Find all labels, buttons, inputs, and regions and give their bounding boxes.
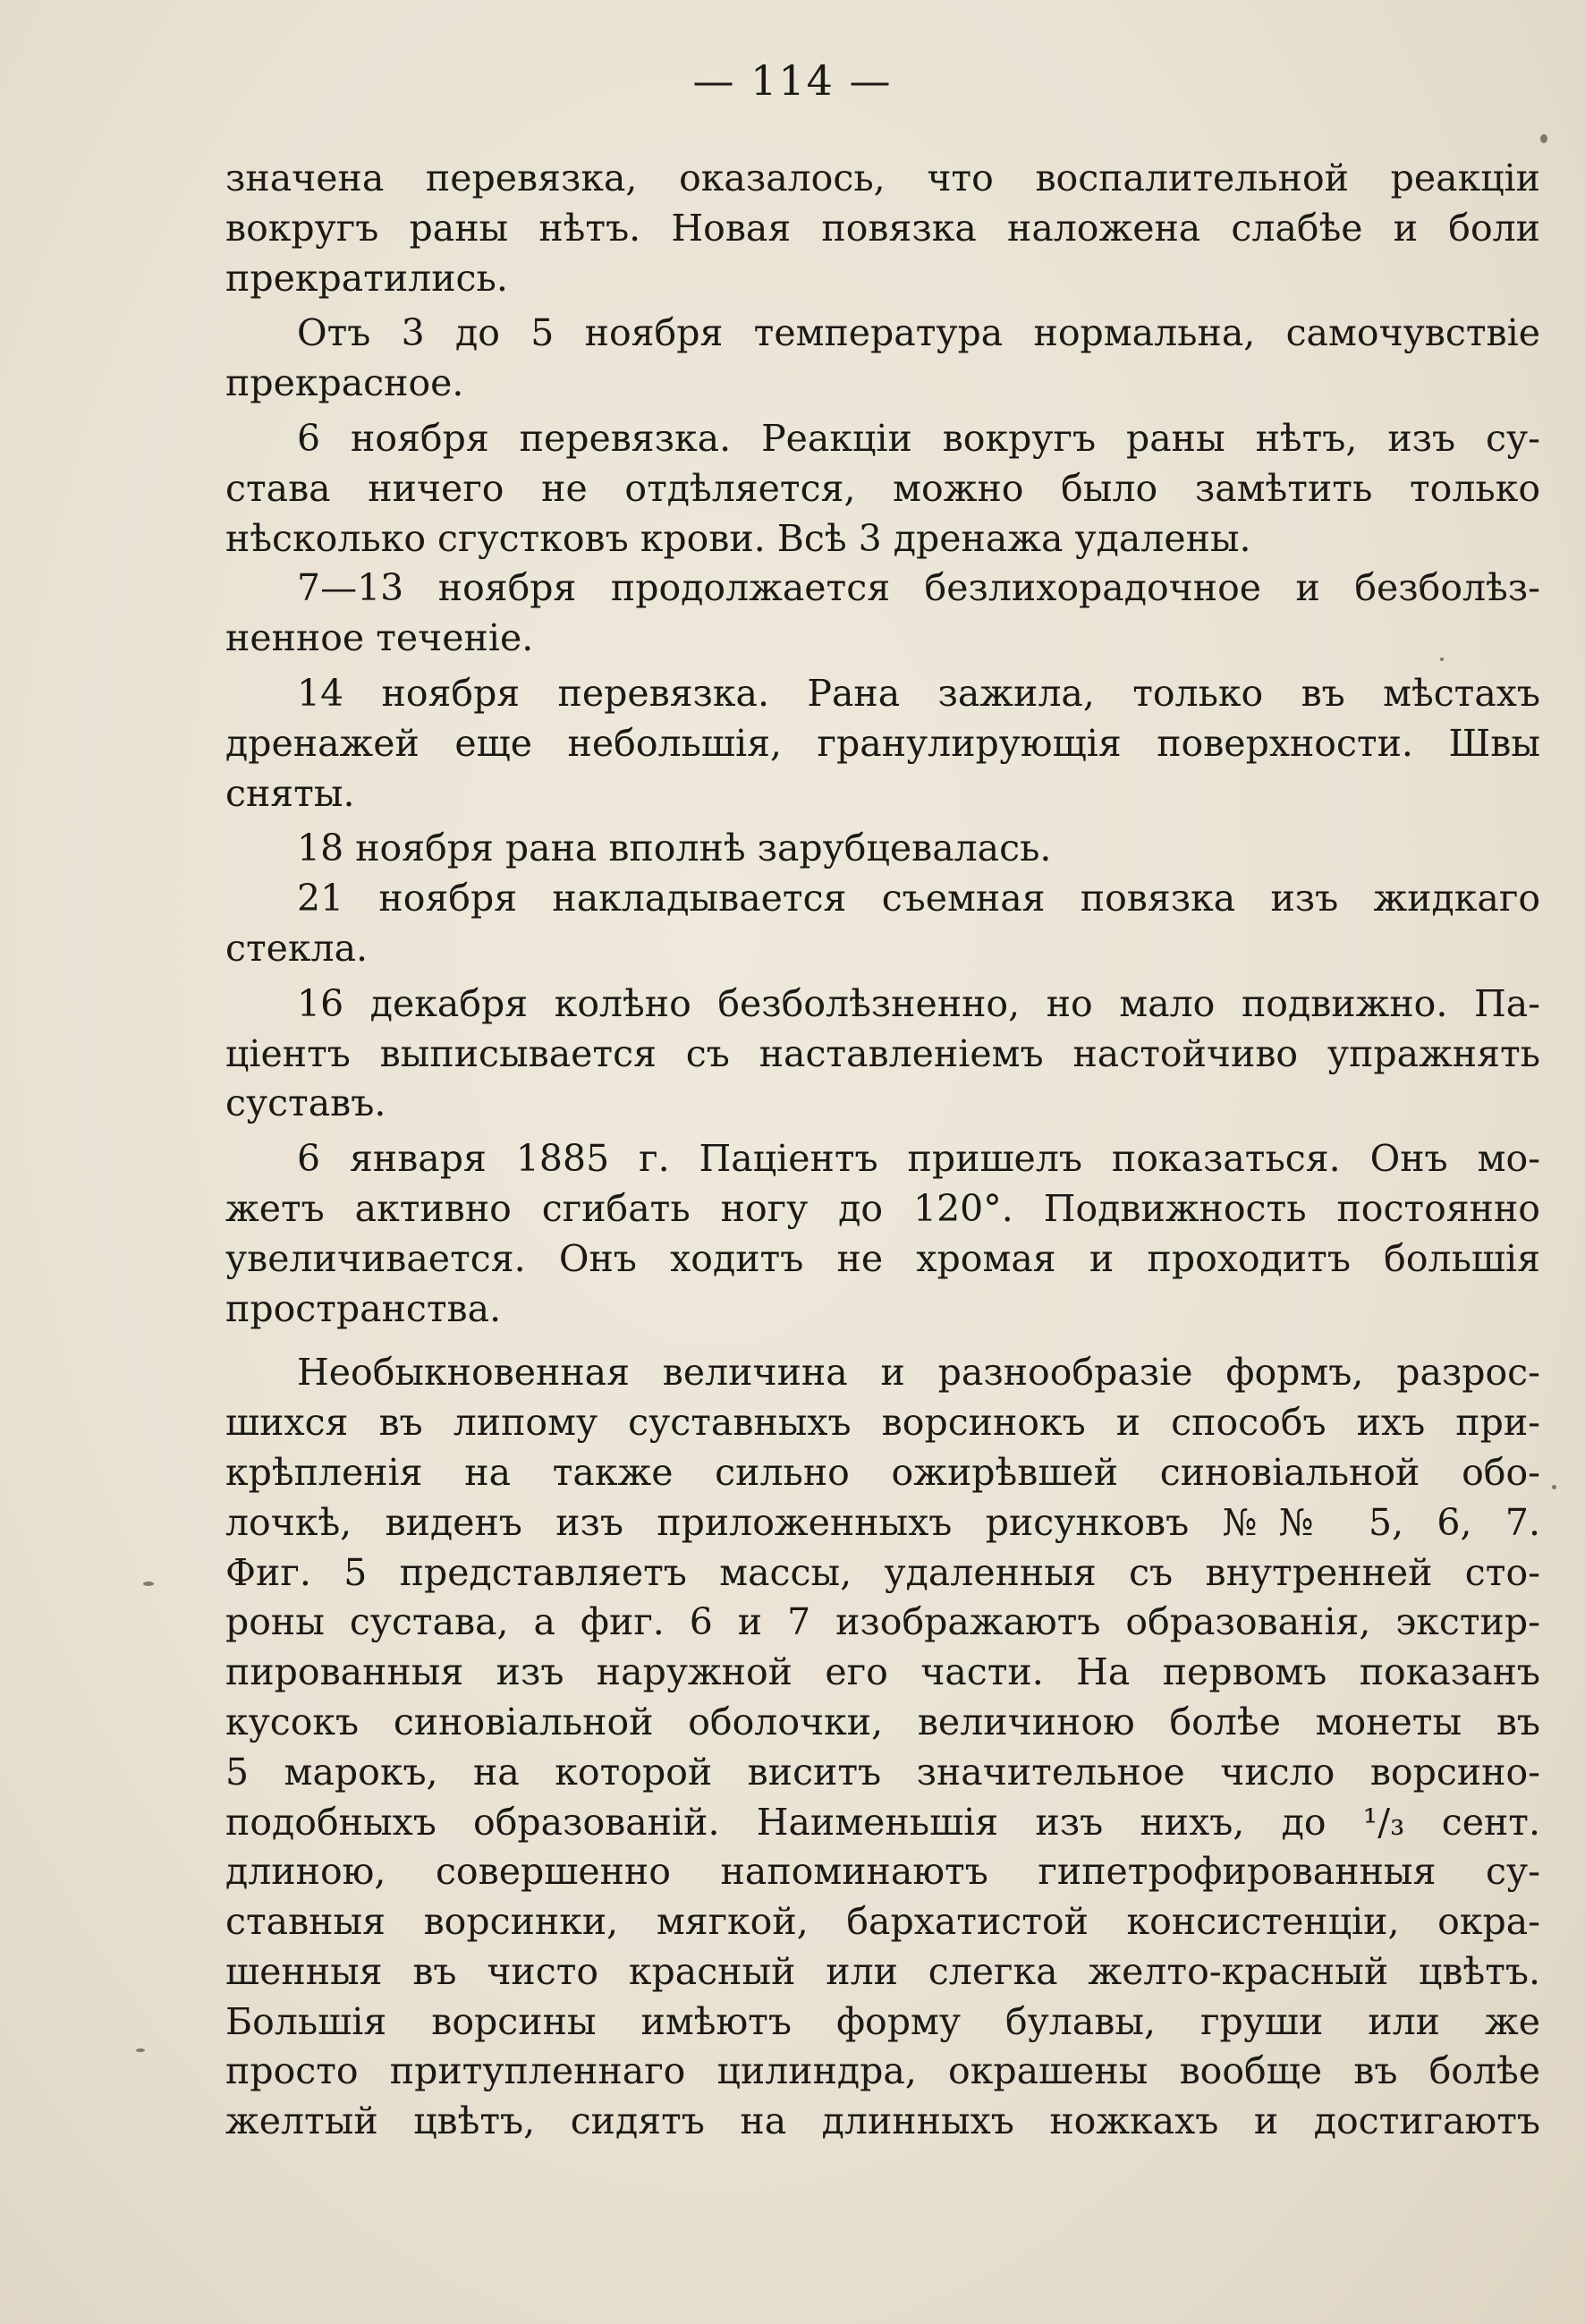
paragraph (225, 564, 1540, 664)
text-line: прекрасное. (225, 361, 464, 405)
text-line: ставныя ворсинки, мягкой, бархатистой консистенціи, окра- (225, 1900, 1540, 1944)
text-line: сняты. (225, 771, 355, 815)
text-line: кусокъ синовіальной оболочки, величиною болѣе монеты въ (225, 1700, 1540, 1743)
body-text (225, 154, 1540, 2147)
text-line: Отъ 3 до 5 ноября температура нормальна, самочувствіе (297, 311, 1540, 355)
text-line: лочкѣ, виденъ изъ приложенныхъ рисунковъ №№ 5, 6, 7. (225, 1500, 1540, 1544)
text-line: роны сустава, а фиг. 6 и 7 изображаютъ образованія, экстир- (225, 1600, 1540, 1644)
text-line: 21 ноября накладывается съемная повязка изъ жидкаго (297, 877, 1540, 920)
text-line: пространства. (225, 1286, 502, 1330)
paragraph (225, 980, 1540, 1129)
text-line: 16 декабря колѣно безболѣзненно, но мало подвижно. Па- (297, 981, 1540, 1025)
paragraph (225, 669, 1540, 818)
text-line: 6 ноября перевязка. Реакціи вокругъ раны нѣтъ, изъ су- (297, 416, 1540, 460)
text-line: 18 ноября рана вполнѣ зарубцевалась. (297, 827, 1052, 870)
paragraph (225, 414, 1540, 564)
paragraph (225, 824, 1540, 874)
text-line: ціентъ выписывается съ наставленіемъ настойчиво упражнять (225, 1031, 1540, 1075)
text-line: жетъ активно сгибать ногу до 120°. Подвижность постоянно (225, 1186, 1540, 1230)
text-line: дренажей еще небольшія, гранулирующія поверхности. Швы (225, 721, 1540, 765)
paragraph (225, 154, 1540, 303)
text-line: 14 ноября перевязка. Рана зажила, только въ мѣстахъ (297, 671, 1540, 715)
text-line: 5 марокъ, на которой виситъ значительное число ворсино- (225, 1750, 1540, 1794)
page-number: — 114 — (692, 56, 893, 105)
paragraph (225, 1134, 1540, 1334)
text-line: шихся въ липому суставныхъ ворсинокъ и способъ ихъ при- (225, 1401, 1540, 1445)
text-line: ненное теченіе. (225, 616, 534, 660)
text-line: увеличивается. Онъ ходитъ не хромая и проходитъ большія (225, 1236, 1540, 1280)
text-line: значена перевязка, оказалось, что воспалительной реакціи (225, 157, 1540, 199)
text-line: просто притупленнаго цилиндра, окрашены вообще въ болѣе (225, 2049, 1540, 2093)
text-line: суставъ. (225, 1081, 386, 1125)
text-line: 6 января 1885 г. Паціентъ пришелъ показаться. Онъ мо- (297, 1137, 1540, 1181)
text-line: прекратились. (225, 256, 508, 300)
text-line: Необыкновенная величина и разнообразіе формъ, разрос- (297, 1351, 1540, 1395)
text-line: 7—13 ноября продолжается безлихорадочное и безболѣз- (297, 566, 1540, 610)
paragraph (225, 309, 1540, 409)
paragraph (225, 1348, 1540, 2147)
text-line: Фиг. 5 представляетъ массы, удаленныя съ внутренней сто- (225, 1550, 1540, 1594)
text-line: пированныя изъ наружной его части. На первомъ показанъ (225, 1650, 1540, 1694)
text-line: вокругъ раны нѣтъ. Новая повязка наложена слабѣе и боли (225, 206, 1540, 250)
text-line: нѣсколько сгустковъ крови. Всѣ 3 дренажа удалены. (225, 516, 1251, 560)
text-line: стекла. (225, 926, 369, 970)
text-line: Большія ворсины имѣютъ форму булавы, груши или же (225, 1999, 1540, 2043)
text-line: крѣпленія на также сильно ожирѣвшей синовіальной обо- (225, 1450, 1540, 1494)
text-line: желтый цвѣтъ, сидятъ на длинныхъ ножкахъ и достигаютъ (225, 2099, 1540, 2143)
text-line: шенныя въ чисто красный или слегка желто-красный цвѣтъ. (225, 1949, 1540, 1993)
text-line: става ничего не отдѣляется, можно было замѣтить только (225, 466, 1540, 510)
text-line: подобныхъ образованій. Наименьшія изъ нихъ, до ¹/₃ сент. (225, 1800, 1540, 1844)
paragraph (225, 874, 1540, 974)
text-line: длиною, совершенно напоминаютъ гипетрофированныя су- (225, 1850, 1540, 1894)
